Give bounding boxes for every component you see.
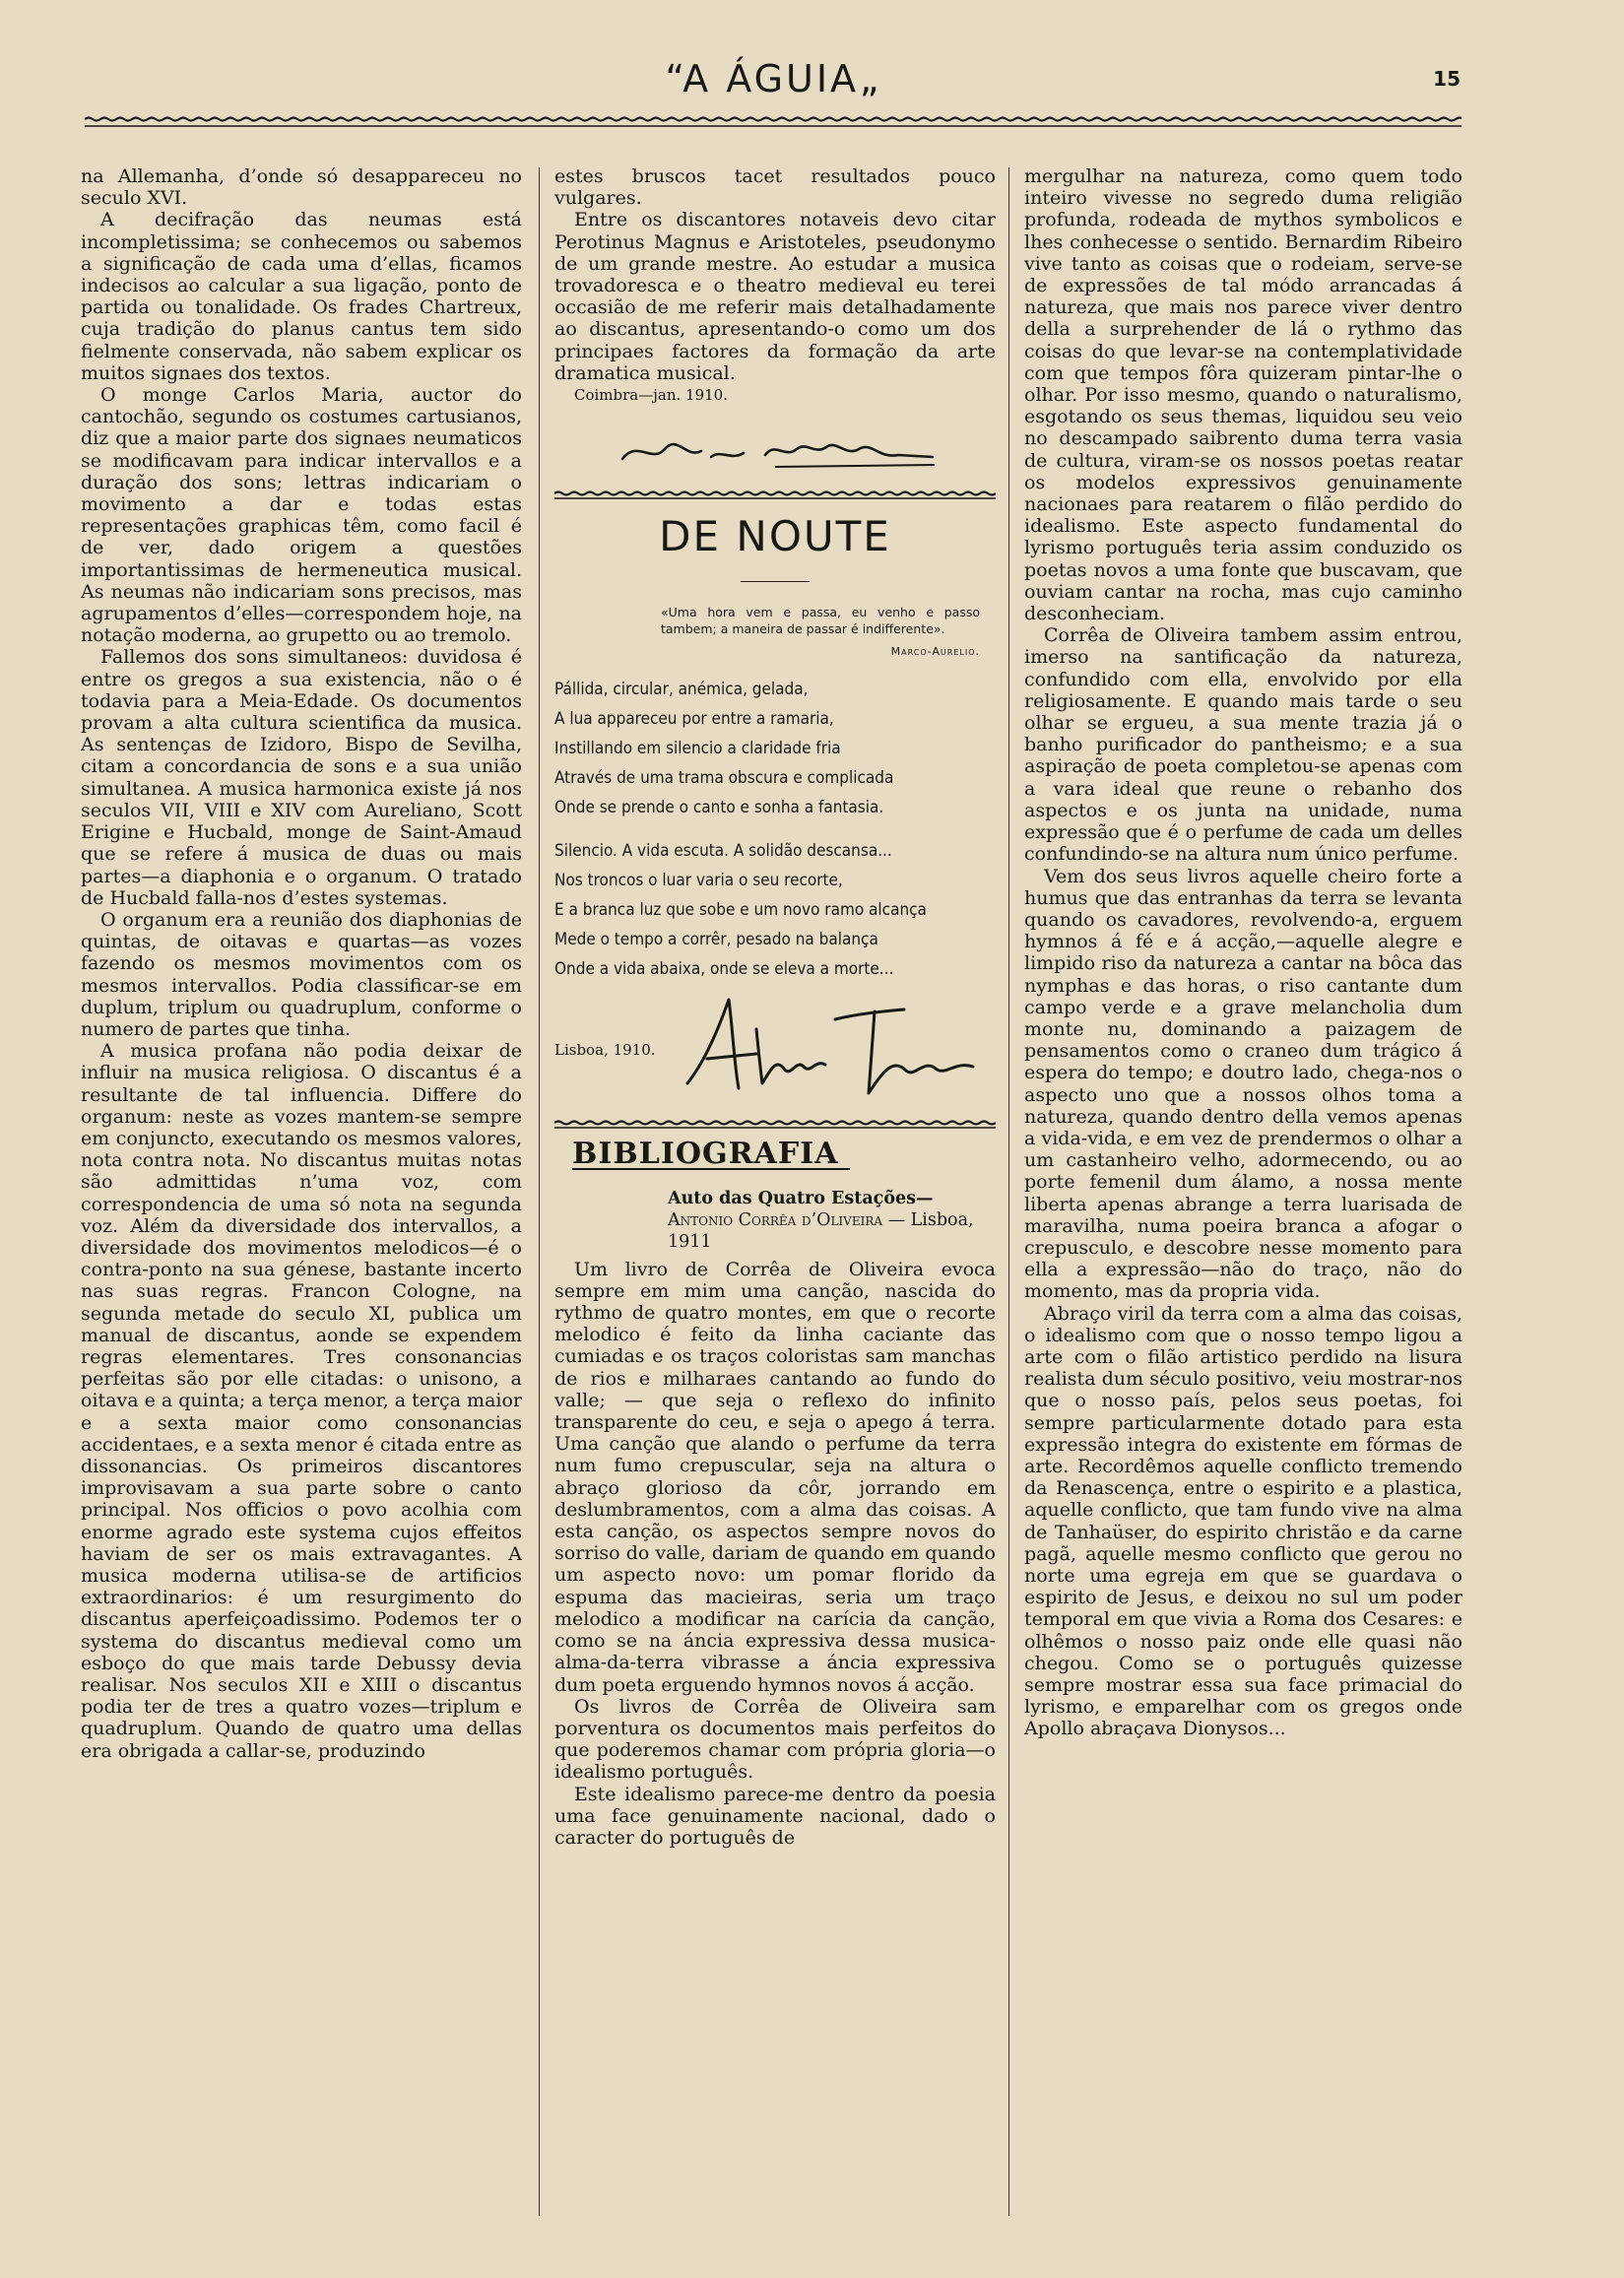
paragraph: A musica profana não podia deixar de influir na musica religiosa. O discantus é a resultante de tal influencia. Differe do organum: neste as vozes mantem-se sempre em conjuncto, executando os mesmos valores, nota contra nota. No discantus muitas notas são admittidas n’uma voz, com correspondencia de uma só nota na segunda voz. Além da diversidade dos intervallos, a diversidade dos movimentos melodicos—é o contra-ponto na sua génese, bastante incerto nas suas regras. Francon Cologne, na segunda metade do seculo XI, publica um manual de discantus, aonde se expendem regras elementares. Tres consonancias perfeitas são por elle citadas: o unisono, a oitava e a quinta; a terça menor, a terça maior e a sexta maior como consonancias accidentaes, e a sexta menor é citada entre as dissonancias. Os primeiros discantores improvisavam a sua parte sobre o canto principal. Nos officios o povo acolhia com enorme agrado este systema cujos effeitos haviam de ser os mais extravagantes. A musica moderna utilisa-se de artificios extraordinarios: é um resurgimento do discantus aperfeiçoadissimo. Podemos ter o systema do discantus medieval como um esboço do que mais tarde Debussy devia realisar. Nos seculos XII e XIII o discantus podia ter de tres a quatro vozes—triplum e quadruplum. Quando de quatro uma dellas era obrigada a callar-se, produzindo (81, 1040, 522, 1762)
poem-line: A lua appareceu por entre a ramaria, (554, 709, 834, 730)
poem-line: Instillando em silencio a claridade fria (554, 739, 841, 759)
page-number: 15 (1433, 67, 1461, 91)
column-right (1024, 165, 1462, 2244)
paragraph: Fallemos dos sons simultaneos: duvidosa é entre os gregos a sua existencia, não o é todavia para a Meia-Edade. Os documentos provam a alta cultura scientifica da musica. As sentenças de Izidoro, Bispo de Sevilha, citam a concordancia de sons e a sua união simultanea. A musica harmonica existe já nos seculos VII, VIII e XIV com Aureliano, Scott Erigine e Hucbald, monge de Saint-Amaud que se refere á musica de duas ou mais partes—a diaphonia e o organum. O tratado de Hucbald falla-nos d’estes systemas. (81, 646, 522, 909)
poem-place-date: Lisboa, 1910. (554, 1041, 656, 1060)
column-rule-right (1008, 167, 1009, 2216)
paragraph: Vem dos seus livros aquelle cheiro forte a humus que das entranhas da terra se levanta quando os cavadores, revolvendo-a, erguem hymnos á fé e á acção,—aquelle alegre e limpido riso da natureza a cantar na bôca das nymphas e das horas, o riso cantante dum campo verde e a grave melancholia dum monte nu, dominando a paizagem de pensamentos como o craneo dum trágico á espera do tempo; e doutro lado, chega-nos o aspecto uno que a nossos olhos toma a natureza, quando dentro della vemos apenas a vida-vida, e em vez de prendermos o olhar a um castanheiro velho, adormecendo, ou ao porte femenil dum álamo, a nossa mente liberta apenas abrange a terra luarisada de maravilha, numa poeira branca a afogar o crepusculo, e descobre nesse momento para ella a expressão—não do traço, não do momento, mas da propria vida. (1024, 865, 1462, 1303)
poem-line: E a branca luz que sobe e um novo ramo alcança (554, 900, 927, 921)
column-middle (554, 165, 996, 2244)
paragraph: na Allemanha, d’onde só desappareceu no seculo XVI. (81, 165, 522, 210)
header-wavy-rule (85, 114, 1462, 128)
column-rule-left (539, 167, 540, 2216)
poem-line: Silencio. A vida escuta. A solidão descansa... (554, 841, 892, 862)
paragraph: Entre os discantores notaveis devo citar Perotinus Magnus e Aristoteles, pseudonymo de um grande mestre. Ao estudar a musica trovadoresca e o theatro medieval eu terei occasião de me referir mais detalhadamente ao discantus, apresentando-o como um dos principaes factores da formação da arte dramatica musical. (554, 209, 996, 384)
poem-body (554, 675, 996, 984)
book-title: Auto das Quatro Estações— (668, 1188, 934, 1208)
paragraph: Corrêa de Oliveira tambem assim entrou, imerso na santificação da natureza, confundido com ella, envolvido por ella religiosamente. E quando mais tarde o seu olhar se ergueu, a sua mente trazia já o banho purificador do pantheismo; e a sua aspiração de poeta completou-se apenas com a vara ideal que reune o rebanho dos aspectos e os junta na unidade, numa expressão que é o perfume de cada um delles confundindo-se na altura num único perfume. (1024, 624, 1462, 866)
poem-signature-block (554, 990, 996, 1108)
paragraph: A decifração das neumas está incompletissima; se conhecemos ou sabemos a significação de cada uma d’ellas, ficamos indecisos ao calcular a sua ligação, ponto de partida ou tonalidade. Os frades Chartreux, cuja tradição do planus cantus tem sido fielmente conservada, não sabem explicar os muitos signaes dos textos. (81, 209, 522, 384)
column-left (81, 165, 522, 2244)
book-reference (668, 1188, 996, 1253)
paragraph: O organum era a reunião dos diaphonias de quintas, de oitavas e quartas—as vozes fazendo os mesmos movimentos com os mesmos intervallos. Podia classificar-se em duplum, triplum ou quadruplum, conforme o numero de partes que tinha. (81, 908, 522, 1040)
author-signature-2 (678, 990, 983, 1108)
poem-title: DE NOUTE (659, 512, 891, 561)
paragraph: Este idealismo parece-me dentro da poesia uma face genuinamente nacional, dado o caracter do português de (554, 1783, 996, 1849)
book-place-year: — Lisboa, 1911 (668, 1209, 974, 1252)
author-signature-1 (617, 420, 952, 479)
section-wavy-rule (554, 488, 996, 500)
poem-line: Nos troncos o luar varia o seu recorte, (554, 871, 843, 891)
paragraph: mergulhar na natureza, como quem todo inteiro vivesse no segredo duma religião profunda, rodeada de mythos symbolicos e lhes conhecesse o sentido. Bernardim Ribeiro vive tanto as coisas que o rodeiam, serve-se de expressões de tal módo arrancadas á natureza, que mais nos parece viver dentro della a surprehender de lá o rythmo das coisas do que levar-se na contemplatividade com que tempos fôra quizeram pintar-lhe o olhar. Por isso mesmo, quando o naturalismo, esgotando os seus themas, liquidou seu veio no descampado saibrento duma terra vasia de cultura, viram-se os nossos poetas reatar os modelos expressivos genuinamente nacionaes para reatarem o filão perdido do idealismo. Este aspecto fundamental do lyrismo português teria assim conduzido os poetas novos a uma fonte que buscavam, que ouviam cantar na rocha, mas cujo caminho desconheciam. (1024, 165, 1462, 625)
poem-line: Mede o tempo a corrêr, pesado na balança (554, 930, 878, 950)
paragraph: Abraço viril da terra com a alma das coisas, o idealismo com que o nosso tempo ligou a arte com o filão artistico perdido na lisura realista dum século positivo, veiu mostrar-nos que o nosso país, pelos seus poetas, foi sempre particularmente dotado para esta expressão integra do existente em fórmas de arte. Recordêmos aquelle conflicto tremendo da Renascença, entre o espirito e a plastica, aquelle conflicto, que tam fundo vive na alma de Tanhaüser, do espirito christão e da carne pagã, aquelle mesmo conflicto que gerou no norte uma egreja em que se guardava o espirito de Jesus, e deixou no sul um poder temporal em que vivia a Roma dos Cesares: e olhêmos o nosso paiz onde elle quasi não chegou. Como se o português quizesse sempre mostrar essa sua face primacial do lyrismo, e emparelhar com os gregos onde Apollo abraçava Dionysos... (1024, 1302, 1462, 1740)
paragraph: estes bruscos tacet resultados pouco vulgares. (554, 165, 996, 210)
book-author: Antonio Corrêa d’Oliveira (668, 1209, 883, 1230)
section-wavy-rule (554, 1118, 996, 1130)
paragraph: O monge Carlos Maria, auctor do cantochão, segundo os costumes cartusianos, diz que a maior parte dos signaes neumaticos se modificavam para indicar intervallos e a duração dos sons; lettras indicariam o movimento a dar e todas estas representações graphicas têm, como facil é de ver, dado origem a questões importantissimas de hermeneutica musical. As neumas não indicariam sons precisos, mas agrupamentos d’elles—correspondem hoje, na notação moderna, ao grupetto ou ao tremolo. (81, 384, 522, 647)
poem-line: Através de uma trama obscura e complicada (554, 768, 894, 789)
page-header (87, 57, 1461, 116)
poem-line: Onde se prende o canto e sonha a fantasia. (554, 798, 884, 818)
paragraph: Um livro de Corrêa de Oliveira evoca sempre em mim uma canção, nascida do rythmo de quatro montes, em que o recorte melodico é feito da linha caciante das cumiadas e os traços coloristas sam manchas de rios e milharaes cantando ao fundo do valle; — que seja o reflexo do infinito transparente do ceu, e seja o apego á terra. Uma canção que alando o perfume da terra num fumo crepuscular, seja na altura o abraço glorioso da côr, jorrando em deslumbramentos, com a alma das coisas. A esta canção, os aspectos sempre novos do sorriso do valle, dariam de quando em quando um aspecto novo: um pomar florido da espuma das macieiras, seria um traço melodico a modificar na carícia da canção, como se na áncia expressiva dessa musica-alma-da-terra vibrasse a áncia expressiva dum poeta erguendo hymnos novos á acção. (554, 1258, 996, 1696)
poem-line: Pállida, circular, anémica, gelada, (554, 680, 809, 700)
article-dateline: Coimbra—jan. 1910. (574, 386, 728, 405)
epigraph-author: Marco-Aurelio. (890, 645, 980, 659)
poem-epigraph: «Uma hora vem e passa, eu venho e passo tambem; a maneira de passar é indifferente». (661, 605, 980, 637)
magazine-title: “A ÁGUIA„ (665, 57, 882, 100)
bibliography-heading: BIBLIOGRAFIA (572, 1137, 839, 1172)
poem-title-rule (741, 581, 810, 582)
stanza-break (554, 822, 996, 836)
paragraph: Os livros de Corrêa de Oliveira sam porventura os documentos mais perfeitos do que poderemos chamar com própria gloria—o idealismo português. (554, 1695, 996, 1784)
poem-line: Onde a vida abaixa, onde se eleva a morte... (554, 959, 894, 980)
